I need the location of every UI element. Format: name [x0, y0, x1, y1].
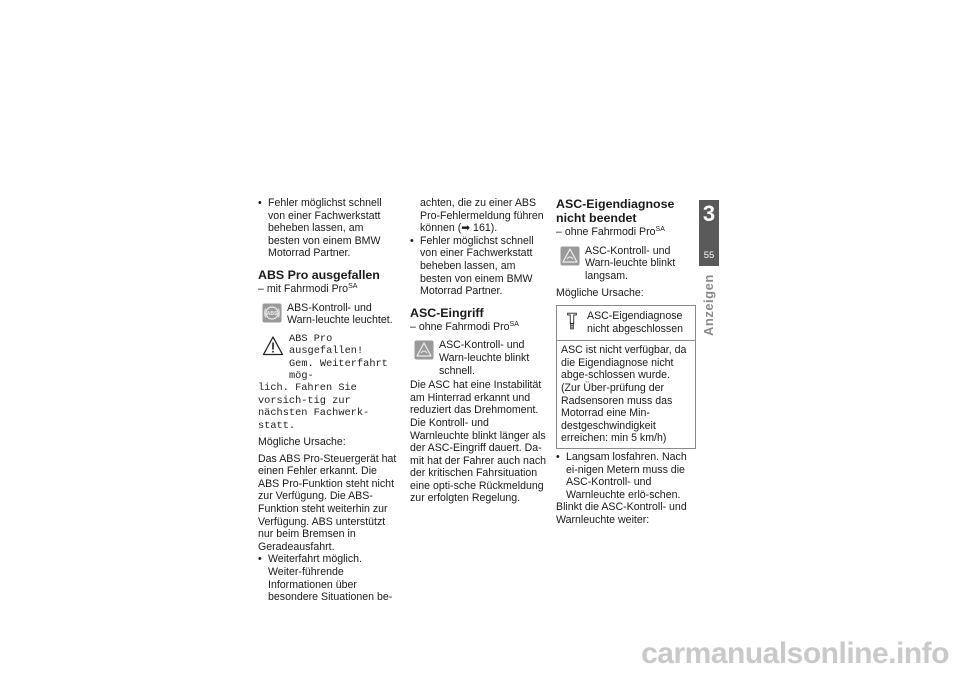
column-1 [258, 197, 398, 604]
closing-text: Blinkt die ASC-Kontroll- und Warnleuchte weiter: [556, 501, 687, 526]
asc-warning-light-icon [414, 340, 434, 360]
diagnosis-tool-icon [565, 311, 579, 331]
indicator-row [556, 245, 696, 283]
cause-table-title: ASC-Eigendiagnose nicht abgeschlossen [587, 309, 683, 335]
message-line: Gem. Weiterfahrt mög- [289, 357, 388, 382]
cause-table-body: ASC ist nicht verfügbar, da die Eigendiagnose nicht abge-schlossen wurde. (Zur Über-prüfung der Radsensoren muss das Motorrad eine Min-destgeschwindigkeit erreichen: min 5 km/h) [561, 344, 687, 445]
cause-label: Mögliche Ursache: [258, 436, 346, 448]
display-message [258, 333, 398, 432]
section-heading-asc-eingriff: ASC-Eingriff [410, 305, 484, 320]
list-item: • Langsam losfahren. Nach ei-nigen Metern muss die ASC-Kontroll- und Warnleuchte erlö-schen. [556, 451, 696, 501]
list-item: • Weiterfahrt möglich. Weiter-führende Informationen über besondere Situationen be- [258, 553, 398, 603]
list-item-text: Langsam losfahren. Nach ei-nigen Metern muss die ASC-Kontroll- und Warnleuchte erlö-schen. [566, 450, 687, 501]
chapter-label-text: Anzeigen [701, 274, 716, 336]
message-line: lich. Fahren Sie vorsich-tig zur nächsten Fachwerk-statt. [258, 382, 370, 432]
indicator-row [258, 302, 398, 327]
indicator-row [410, 339, 550, 377]
chapter-number: 3 [702, 201, 716, 226]
chapter-label [701, 276, 717, 336]
list-item-text: Fehler möglichst schnell von einer Fachwerkstatt beheben lassen, am besten von einem BMW Motorrad Partner. [268, 197, 382, 260]
indicator-text: ASC-Kontroll- und Warn-leuchte blinkt langsam. [585, 244, 676, 282]
cause-table [556, 305, 696, 449]
column-3 [556, 197, 696, 526]
indicator-text: ABS-Kontroll- und Warn-leuchte leuchtet. [287, 301, 393, 327]
warning-triangle-icon [262, 335, 284, 357]
condition-line: – mit Fahrmodi Pro$^{SA}$ [258, 282, 358, 295]
condition-line: – ohne Fahrmodi Pro$^{SA}$ [556, 226, 665, 238]
cause-table-header [557, 306, 695, 341]
cause-body: Das ABS Pro-Steuergerät hat einen Fehler erkannt. Die ABS Pro-Funktion steht nicht zur Verfügung. Die ABS-Funktion steht weiterhin zur Verfügung. ABS unterstützt nur beim Bremsen in Geradeausfahrt. [258, 452, 397, 553]
list-item-text: Fehler möglichst schnell von einer Fachwerkstatt beheben lassen, am besten von einem BMW Motorrad Partner. [420, 234, 534, 298]
section-heading-asc-eigendiagnose: ASC-Eigendiagnose nicht beendet [556, 197, 675, 225]
list-item-text: achten, die zu einer ABS Pro-Fehlermeldung führen können (➡ 161). [420, 197, 544, 235]
list-item: • Fehler möglichst schnell von einer Fachwerkstatt beheben lassen, am besten von einem BMW Motorrad Partner. [258, 197, 398, 260]
page-number: 55 [703, 250, 715, 261]
indicator-text: ASC-Kontroll- und Warn-leuchte blinkt schnell. [439, 339, 530, 377]
condition-line: – ohne Fahrmodi Pro$^{SA}$ [410, 320, 519, 333]
column-2 [410, 197, 550, 505]
list-item: • Fehler möglichst schnell von einer Fachwerkstatt beheben lassen, am besten von einem BMW Motorrad Partner. [410, 235, 550, 298]
message-line: ABS Pro ausgefallen! [289, 332, 364, 358]
list-item-text: Weiterfahrt möglich. Weiter-führende Informationen über besondere Situationen be- [268, 553, 393, 604]
list-item-continuation [410, 197, 550, 235]
svg-text:ABS: ABS [266, 310, 278, 317]
chapter-tab [699, 200, 719, 266]
section-heading-abs-pro: ABS Pro ausgefallen [258, 267, 380, 282]
body-text: Die ASC hat eine Instabilität am Hinterrad erkannt und reduziert das Drehmoment. Die Kontroll- und Warnleuchte blinkt länger als der ASC-Eingriff dauert. Da-mit hat der Fahrer auch nach der kritischen Fahrsituation eine opti-sche Rückmeldung zur erfolgten Regelung. [410, 379, 547, 505]
abs-warning-light-icon [262, 303, 282, 323]
cause-label: Mögliche Ursache: [556, 287, 644, 300]
asc-warning-light-icon [560, 246, 580, 266]
watermark: carmanualsonline.info [641, 637, 949, 670]
